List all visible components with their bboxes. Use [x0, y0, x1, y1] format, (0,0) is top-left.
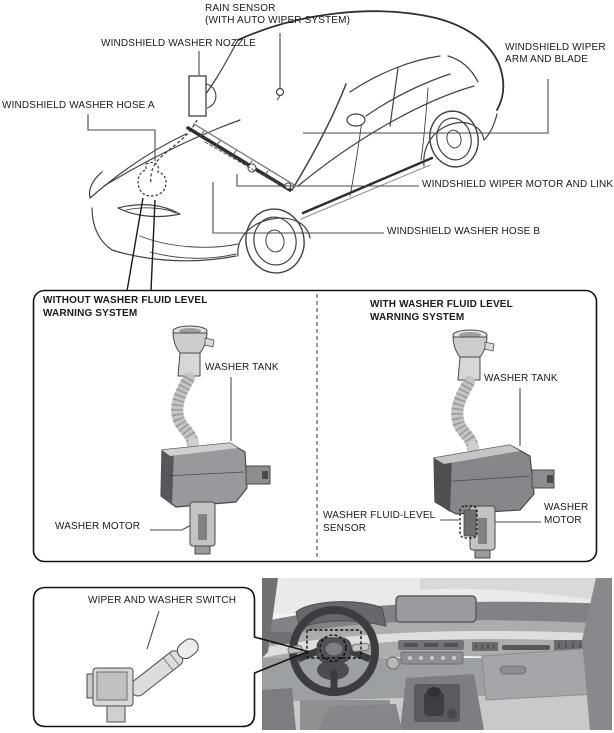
label-wiper-arm-line2: ARM AND BLADE — [505, 54, 589, 65]
washer-nozzle-marker — [189, 76, 216, 116]
label-wiper-arm-line1: WINDSHIELD WIPER — [505, 42, 606, 53]
label-washer-motor-right-line2: MOTOR — [544, 515, 582, 526]
label-washer-tank-left: WASHER TANK — [205, 362, 279, 373]
label-rain-sensor-line2: (WITH AUTO WIPER SYSTEM) — [205, 15, 351, 26]
label-wiper-washer-switch: WIPER AND WASHER SWITCH — [88, 595, 237, 606]
title-without-warning-line1: WITHOUT WASHER FLUID LEVEL — [43, 295, 208, 306]
label-washer-motor-left: WASHER MOTOR — [55, 521, 141, 532]
rain-sensor-marker — [277, 89, 284, 101]
label-fluid-sensor-line1: WASHER FLUID-LEVEL — [323, 510, 436, 521]
label-washer-motor-right-line1: WASHER — [544, 502, 589, 513]
dashboard-illustration — [262, 578, 612, 730]
washer-hose-tank-location — [138, 120, 197, 196]
washer-tank-illustration-left — [161, 326, 270, 554]
center-display — [396, 596, 476, 622]
wiper-switch-illustration — [87, 636, 201, 722]
title-without-warning-line2: WARNING SYSTEM — [43, 308, 138, 319]
label-rain-sensor-line1: RAIN SENSOR — [205, 3, 276, 14]
label-fluid-sensor-line2: SENSOR — [323, 523, 367, 534]
title-with-warning-line2: WARNING SYSTEM — [370, 312, 465, 323]
label-washer-hose-a: WINDSHIELD WASHER HOSE A — [2, 100, 155, 111]
label-washer-hose-b: WINDSHIELD WASHER HOSE B — [387, 226, 541, 237]
title-with-warning-line1: WITH WASHER FLUID LEVEL — [370, 299, 513, 310]
label-washer-nozzle: WINDSHIELD WASHER NOZZLE — [101, 38, 256, 49]
washer-tank-illustration-right — [434, 330, 554, 558]
label-wiper-motor-link: WINDSHIELD WIPER MOTOR AND LINK — [422, 179, 614, 190]
zoom-cone-lines — [127, 198, 155, 291]
label-washer-tank-right: WASHER TANK — [484, 373, 558, 384]
